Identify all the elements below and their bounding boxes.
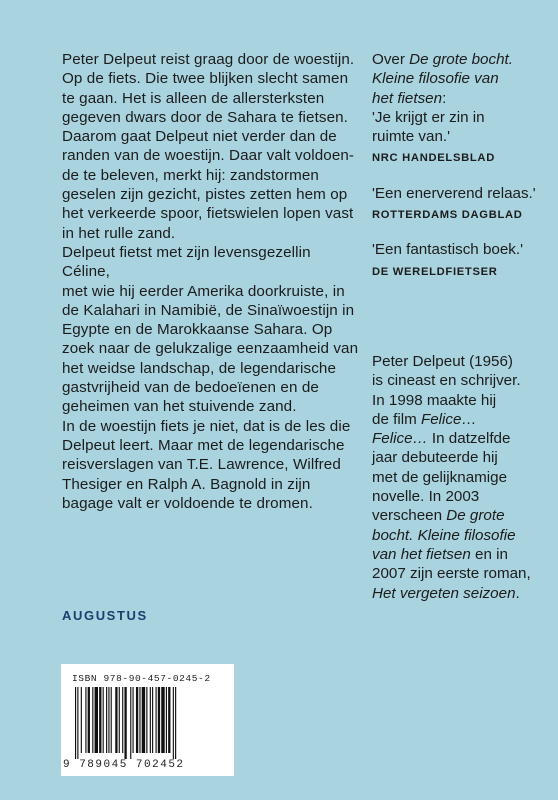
bio-film-title: Felice… Felice…	[372, 410, 477, 448]
bio-text: .	[515, 584, 520, 602]
review-quote: 'Een fantastisch boek.'	[372, 241, 524, 259]
isbn-barcode	[61, 664, 234, 776]
review-quote: 'Je krijgt er zin in ruimte van.'	[372, 108, 485, 146]
reviews-intro-suffix: :	[442, 89, 447, 107]
bio-text: In datzelfde jaar debuteerde hij met de gelijknamige novelle. In 2003 verscheen	[372, 430, 511, 525]
bio-text: Peter Delpeut (1956) is cineast en schrijver. In 1998 maakte hij de film	[372, 353, 521, 428]
ean-digits: 9 789045 702452	[63, 759, 185, 771]
barcode-bars	[75, 687, 221, 759]
blurb-paragraph-2: Delpeut fietst met zijn levensgezellin Céline, met wie hij eerder Amerika doorkruiste, in de Kalahari in Namibië, de Sinaïwoestijn in Egypte en de Marokkaanse Sahara. Op zoek naar de gelukzalige eenzaamheid van het weidse landschap, de legendarische gastvrijheid van de bedoeïenen en de geheimen van het stuivende zand.	[62, 243, 359, 416]
isbn-text: ISBN 978-90-457-0245-2	[72, 673, 211, 684]
author-bio	[372, 352, 558, 603]
back-cover-blurb	[62, 50, 362, 513]
review-source: DE WERELDFIETSER	[372, 265, 498, 278]
reviews-column	[372, 50, 558, 297]
blurb-paragraph-3: In de woestijn fiets je niet, dat is de les die Delpeut leert. Maar met de legendarische reisverslagen van T.E. Lawrence, Wilfred Thesiger en Ralph A. Bagnold in zijn bagage valt er voldoende te dromen.	[62, 417, 351, 512]
blurb-paragraph-1: Peter Delpeut reist graag door de woestijn. Op de fiets. Die twee blijken slecht samen te gaan. Het is alleen de allersterksten gegeven dwars door de Sahara te fietsen. Daarom gaat Delpeut niet verder dan de randen van de woestijn. Daar valt voldoen- de te beleven, merkt hij: zandstormen geselen zijn gezicht, pistes zetten hem op het verkeerde spoor, fietswielen lopen vast in het rulle zand.	[62, 51, 355, 242]
review-source: NRC HANDELSBLAD	[372, 152, 495, 165]
bio-book-title: De grote bocht. Kleine filosofie van het fietsen	[372, 507, 516, 563]
review-source: ROTTERDAMS DAGBLAD	[372, 209, 523, 222]
review-block	[372, 240, 558, 282]
review-quote: 'Een enerverend relaas.'	[372, 184, 536, 202]
reviews-intro	[372, 50, 558, 169]
review-block	[372, 184, 558, 226]
bio-novel-title: Het vergeten seizoen	[372, 584, 516, 602]
bio-text: en in 2007 zijn eerste roman,	[372, 545, 531, 583]
reviews-intro-title: De grote bocht. Kleine filosofie van het fietsen	[372, 51, 513, 107]
reviews-intro-prefix: Over	[372, 51, 410, 68]
publisher-name: AUGUSTUS	[62, 608, 148, 623]
